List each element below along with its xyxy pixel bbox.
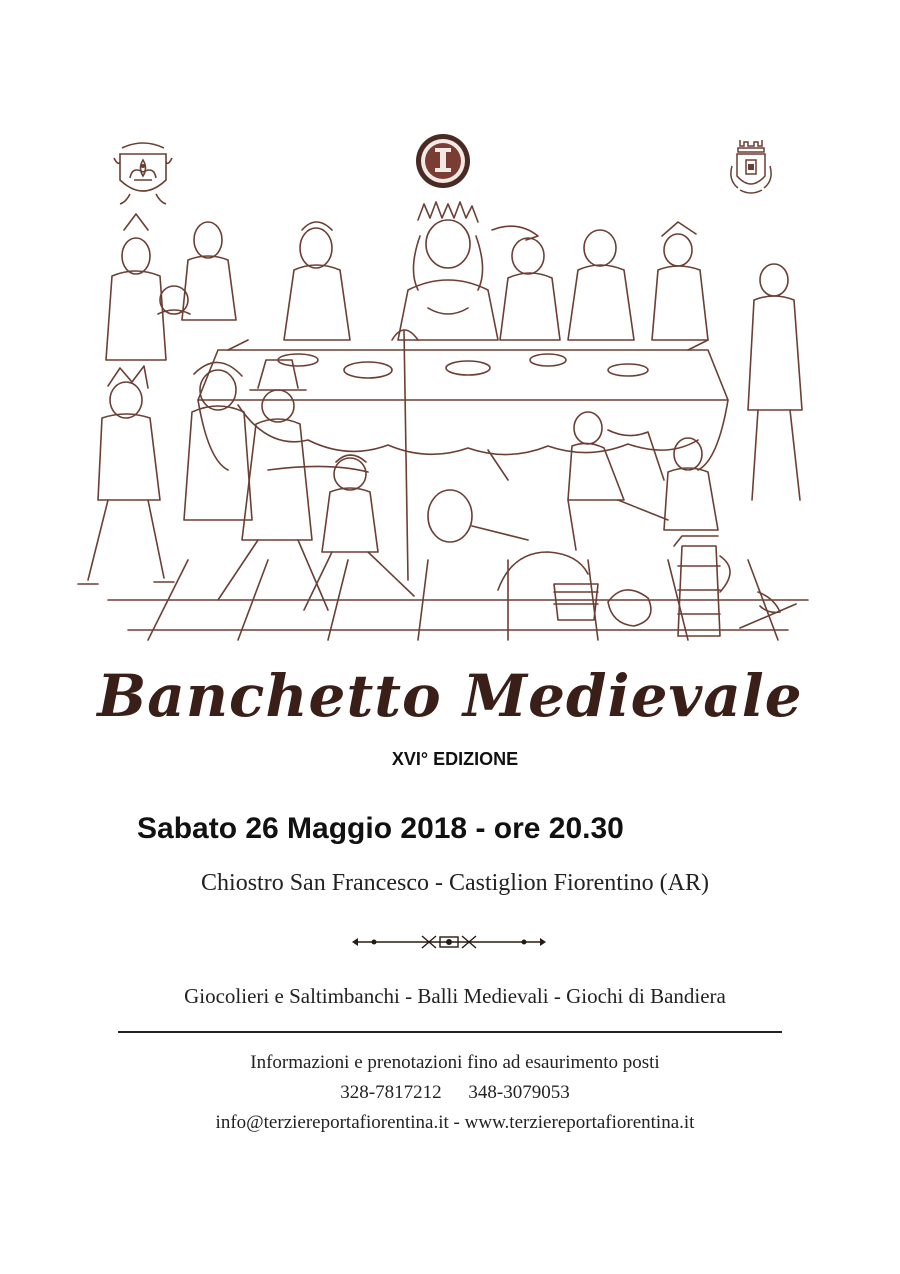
divider-line [118, 1031, 782, 1033]
town-coat-of-arms-icon [728, 136, 774, 198]
event-date-time: Sabato 26 Maggio 2018 - ore 20.30 [137, 812, 624, 845]
event-venue: Chiostro San Francesco - Castiglion Fiorentino (AR) [201, 870, 709, 896]
info-heading: Informazioni e prenotazioni fino ad esaurimento posti [250, 1052, 660, 1073]
contact-links[interactable]: info@terziereportafiorentina.it - www.terziereportafiorentina.it [215, 1112, 695, 1133]
phone-number-2[interactable]: 348-3079053 [468, 1082, 570, 1103]
phone-numbers [0, 1082, 900, 1104]
phone-number-1[interactable]: 328-7817212 [340, 1082, 442, 1103]
edition-label: XVI° EDIZIONE [391, 749, 519, 769]
event-title: Banchetto Medievale [97, 662, 803, 730]
decorative-divider-icon [352, 932, 546, 952]
event-activities: Giocolieri e Saltimbanchi - Balli Medievali - Giochi di Bandiera [184, 984, 726, 1008]
banquet-illustration [68, 200, 832, 660]
round-seal-icon [414, 132, 472, 190]
fleur-de-lis-crest-icon [112, 136, 174, 208]
